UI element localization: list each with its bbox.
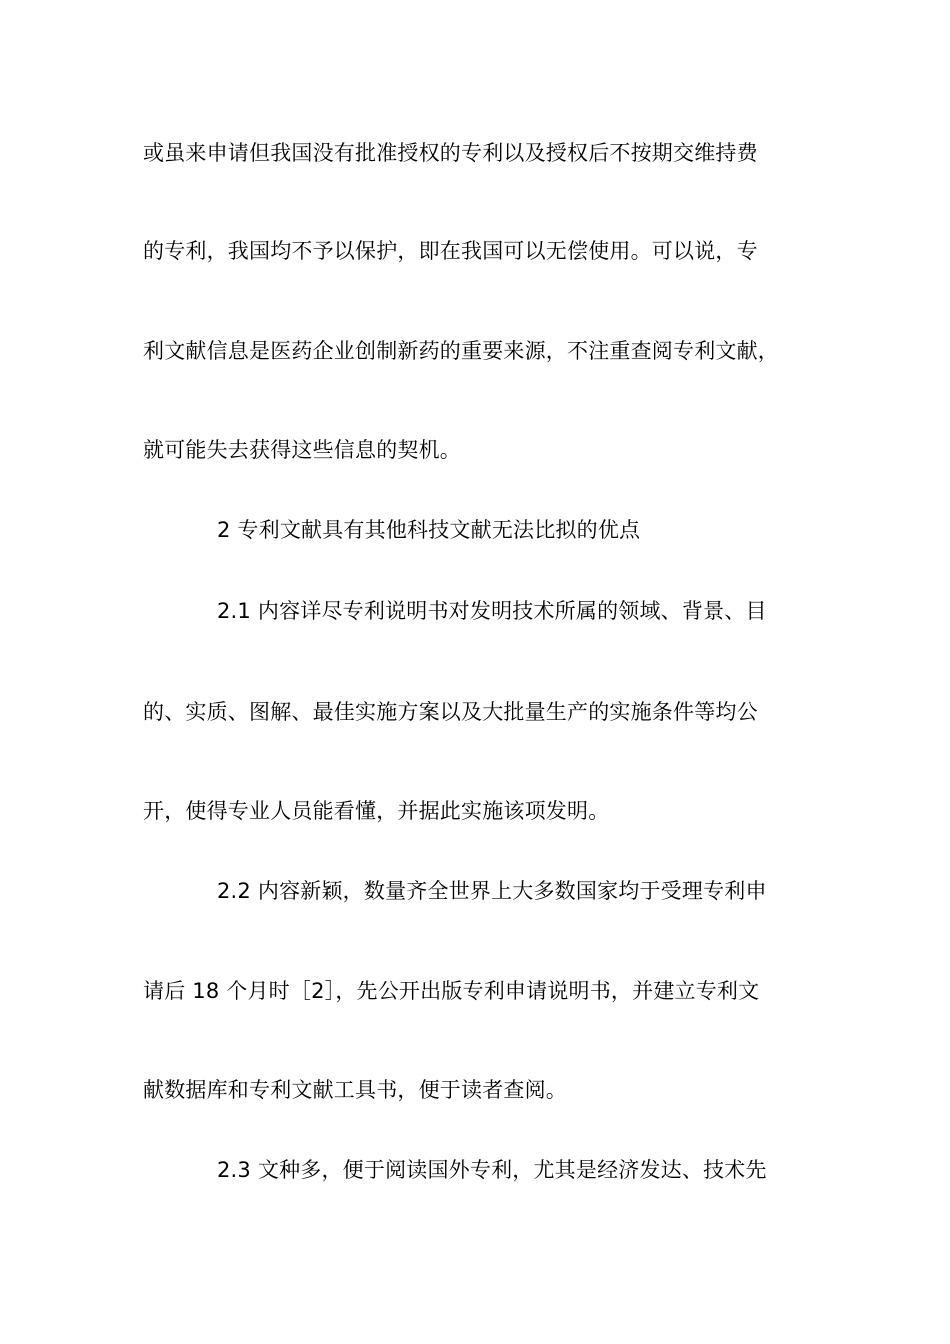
- paragraph-line: 2.1 内容详尽专利说明书对发明技术所属的领域、背景、目: [217, 599, 767, 623]
- paragraph-line: 利文献信息是医药企业创制新药的重要来源，不注重查阅专利文献，: [143, 339, 779, 363]
- paragraph-line: 的专利，我国均不予以保护，即在我国可以无偿使用。可以说，专: [143, 239, 758, 263]
- paragraph-line: 就可能失去获得这些信息的契机。: [143, 438, 461, 462]
- paragraph-line: 2.2 内容新颖，数量齐全世界上大多数国家均于受理专利申: [217, 879, 767, 903]
- paragraph-line: 开，使得专业人员能看懂，并据此实施该项发明。: [143, 799, 610, 823]
- paragraph-line: 请后 18 个月时［2］，先公开出版专利申请说明书，并建立专利文: [143, 979, 760, 1003]
- paragraph-line: 献数据库和专利文献工具书，便于读者查阅。: [143, 1078, 567, 1102]
- section-heading: 2 专利文献具有其他科技文献无法比拟的优点: [217, 518, 641, 542]
- paragraph-line: 2.3 文种多，便于阅读国外专利，尤其是经济发达、技术先: [217, 1158, 767, 1182]
- paragraph-line: 的、实质、图解、最佳实施方案以及大批量生产的实施条件等均公: [143, 700, 758, 724]
- paragraph-line: 或虽来申请但我国没有批准授权的专利以及授权后不按期交维持费: [143, 141, 758, 165]
